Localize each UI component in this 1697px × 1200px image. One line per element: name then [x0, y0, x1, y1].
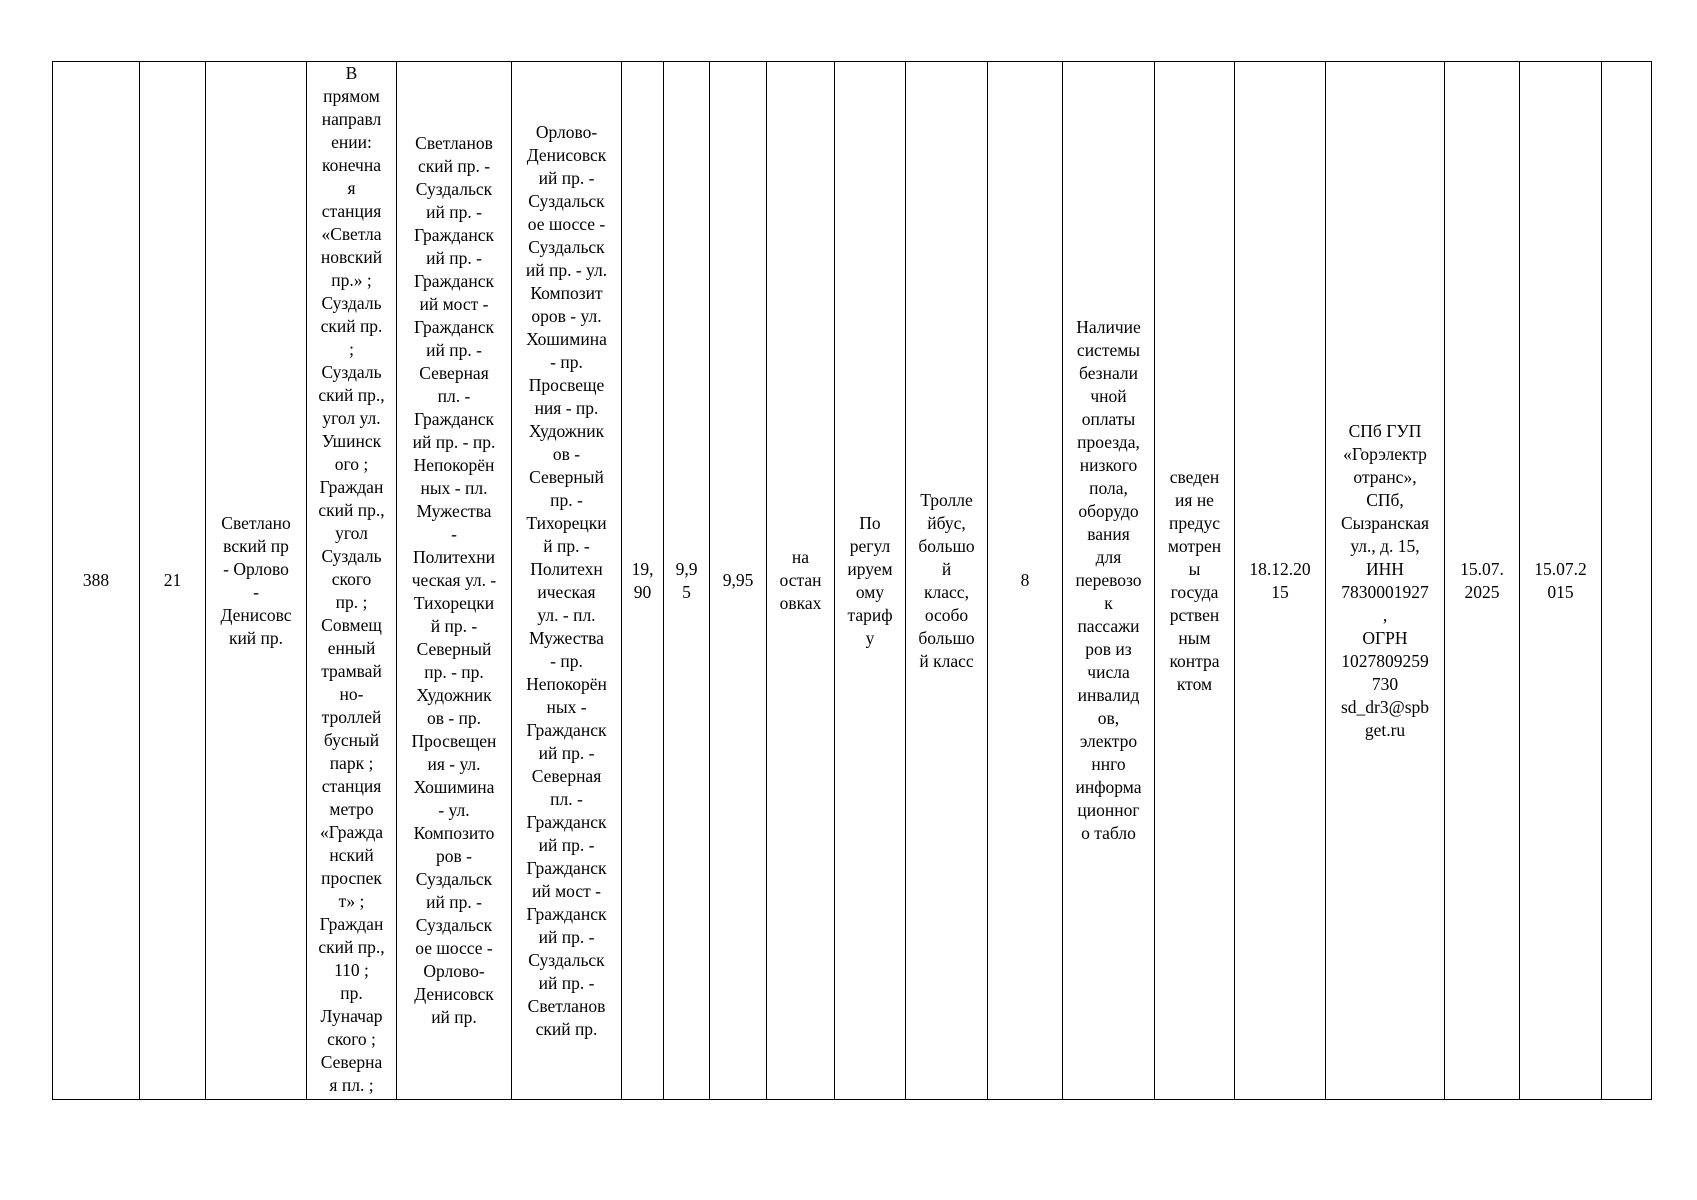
vehicle-features: Наличие системы безнали чной оплаты проезда, низкого пола, оборудо вания для перевозо к пассажи ров из числа инвалид ов, электро ннго информа ционног о табло — [1075, 317, 1142, 843]
route-number-cell — [140, 62, 206, 1100]
streets-forward-cell — [397, 62, 512, 1100]
tariff: По регул ируем ому тариф у — [847, 512, 893, 648]
stops-cell — [307, 62, 397, 1100]
contract-start-date-cell — [1520, 62, 1602, 1100]
contract-start-date: 15.07.2 015 — [1534, 558, 1587, 602]
length-total: 19, 90 — [631, 558, 654, 602]
length-forward: 9,9 5 — [675, 558, 698, 602]
route-register-table — [52, 61, 1652, 1100]
vehicle-count: 8 — [1020, 570, 1030, 590]
route-name: Светлано вский пр - Орлово - Денисовс кий пр. — [220, 512, 292, 648]
extra-cell — [1602, 62, 1652, 1100]
contract-end-date-cell — [1445, 62, 1520, 1100]
length-total-cell — [622, 62, 664, 1100]
vehicle-features-cell — [1063, 62, 1155, 1100]
boarding-order-cell — [767, 62, 835, 1100]
tariff-cell — [835, 62, 906, 1100]
streets-backward-cell — [512, 62, 622, 1100]
length-forward-cell — [664, 62, 710, 1100]
vehicle-type: Тролле йбус, большо й класс, особо большо й класс — [918, 489, 975, 671]
contract-info-cell — [1155, 62, 1235, 1100]
reg-number-cell — [53, 62, 140, 1100]
length-backward: 9,95 — [722, 570, 754, 590]
boarding-order: на остан овках — [779, 547, 822, 613]
contract-info: сведен ия не предус мотрен ы госуда рствен ным контра ктом — [1167, 466, 1222, 694]
carrier-info: СПб ГУП «Горэлектр отранс», СПб, Сызранская ул., д. 15, ИНН 7830001927 , ОГРН 1027809259 730 sd_dr3@spb get.ru — [1340, 420, 1430, 740]
vehicle-count-cell — [988, 62, 1063, 1100]
carrier-cell — [1326, 62, 1445, 1100]
streets-forward: Светланов ский пр. - Суздальск ий пр. - Гражданск ий пр. - Гражданск ий мост - Гражданск ий пр. - Северная пл. - Гражданск ий пр. - пр. Непокорён ных - пл. Мужества - Политехни ческая ул. - Тихорецки й пр. - Северный пр. - пр. Художник ов - пр. Просвещен ия - ул. Хошимина - ул. Композито ров - Суздальск ий пр. - Суздальск ое шоссе - Орлово- Денисовск ий пр. — [411, 133, 497, 1027]
route-name-cell — [206, 62, 307, 1100]
vehicle-type-cell — [906, 62, 988, 1100]
stops-list: В прямом направл ении: конечна я станция «Светла новский пр.» ; Суздаль ский пр. ; Суздаль ский пр., угол ул. Ушинск ого ; Граждан ский пр., угол Суздаль ского пр. ; Совмещ енный трамвай но- троллей бусный парк ; станция метро «Гражда нский проспек т» ; Граждан ский пр., 110 ; пр. Луначар ского ; Северна я пл. ; — [318, 63, 385, 1095]
length-backward-cell — [710, 62, 767, 1100]
streets-backward: Орлово- Денисовск ий пр. - Суздальск ое шоссе - Суздальск ий пр. - ул. Композит оров - ул. Хошимина - пр. Просвеще ния - пр. Художник ов - Северный пр. - Тихорецки й пр. - Политехн ическая ул. - пл. Мужества - пр. Непокорён ных - Гражданск ий пр. - Северная пл. - Гражданск ий пр. - Гражданск ий мост - Гражданск ий пр. - Суздальск ий пр. - Светланов ский пр. — [525, 121, 608, 1039]
reg-number: 388 — [82, 570, 110, 590]
start-date-cell — [1235, 62, 1326, 1100]
contract-end-date: 15.07. 2025 — [1460, 558, 1504, 602]
table-row — [53, 62, 1652, 1100]
start-date: 18.12.20 15 — [1249, 558, 1311, 602]
route-number: 21 — [163, 570, 182, 590]
